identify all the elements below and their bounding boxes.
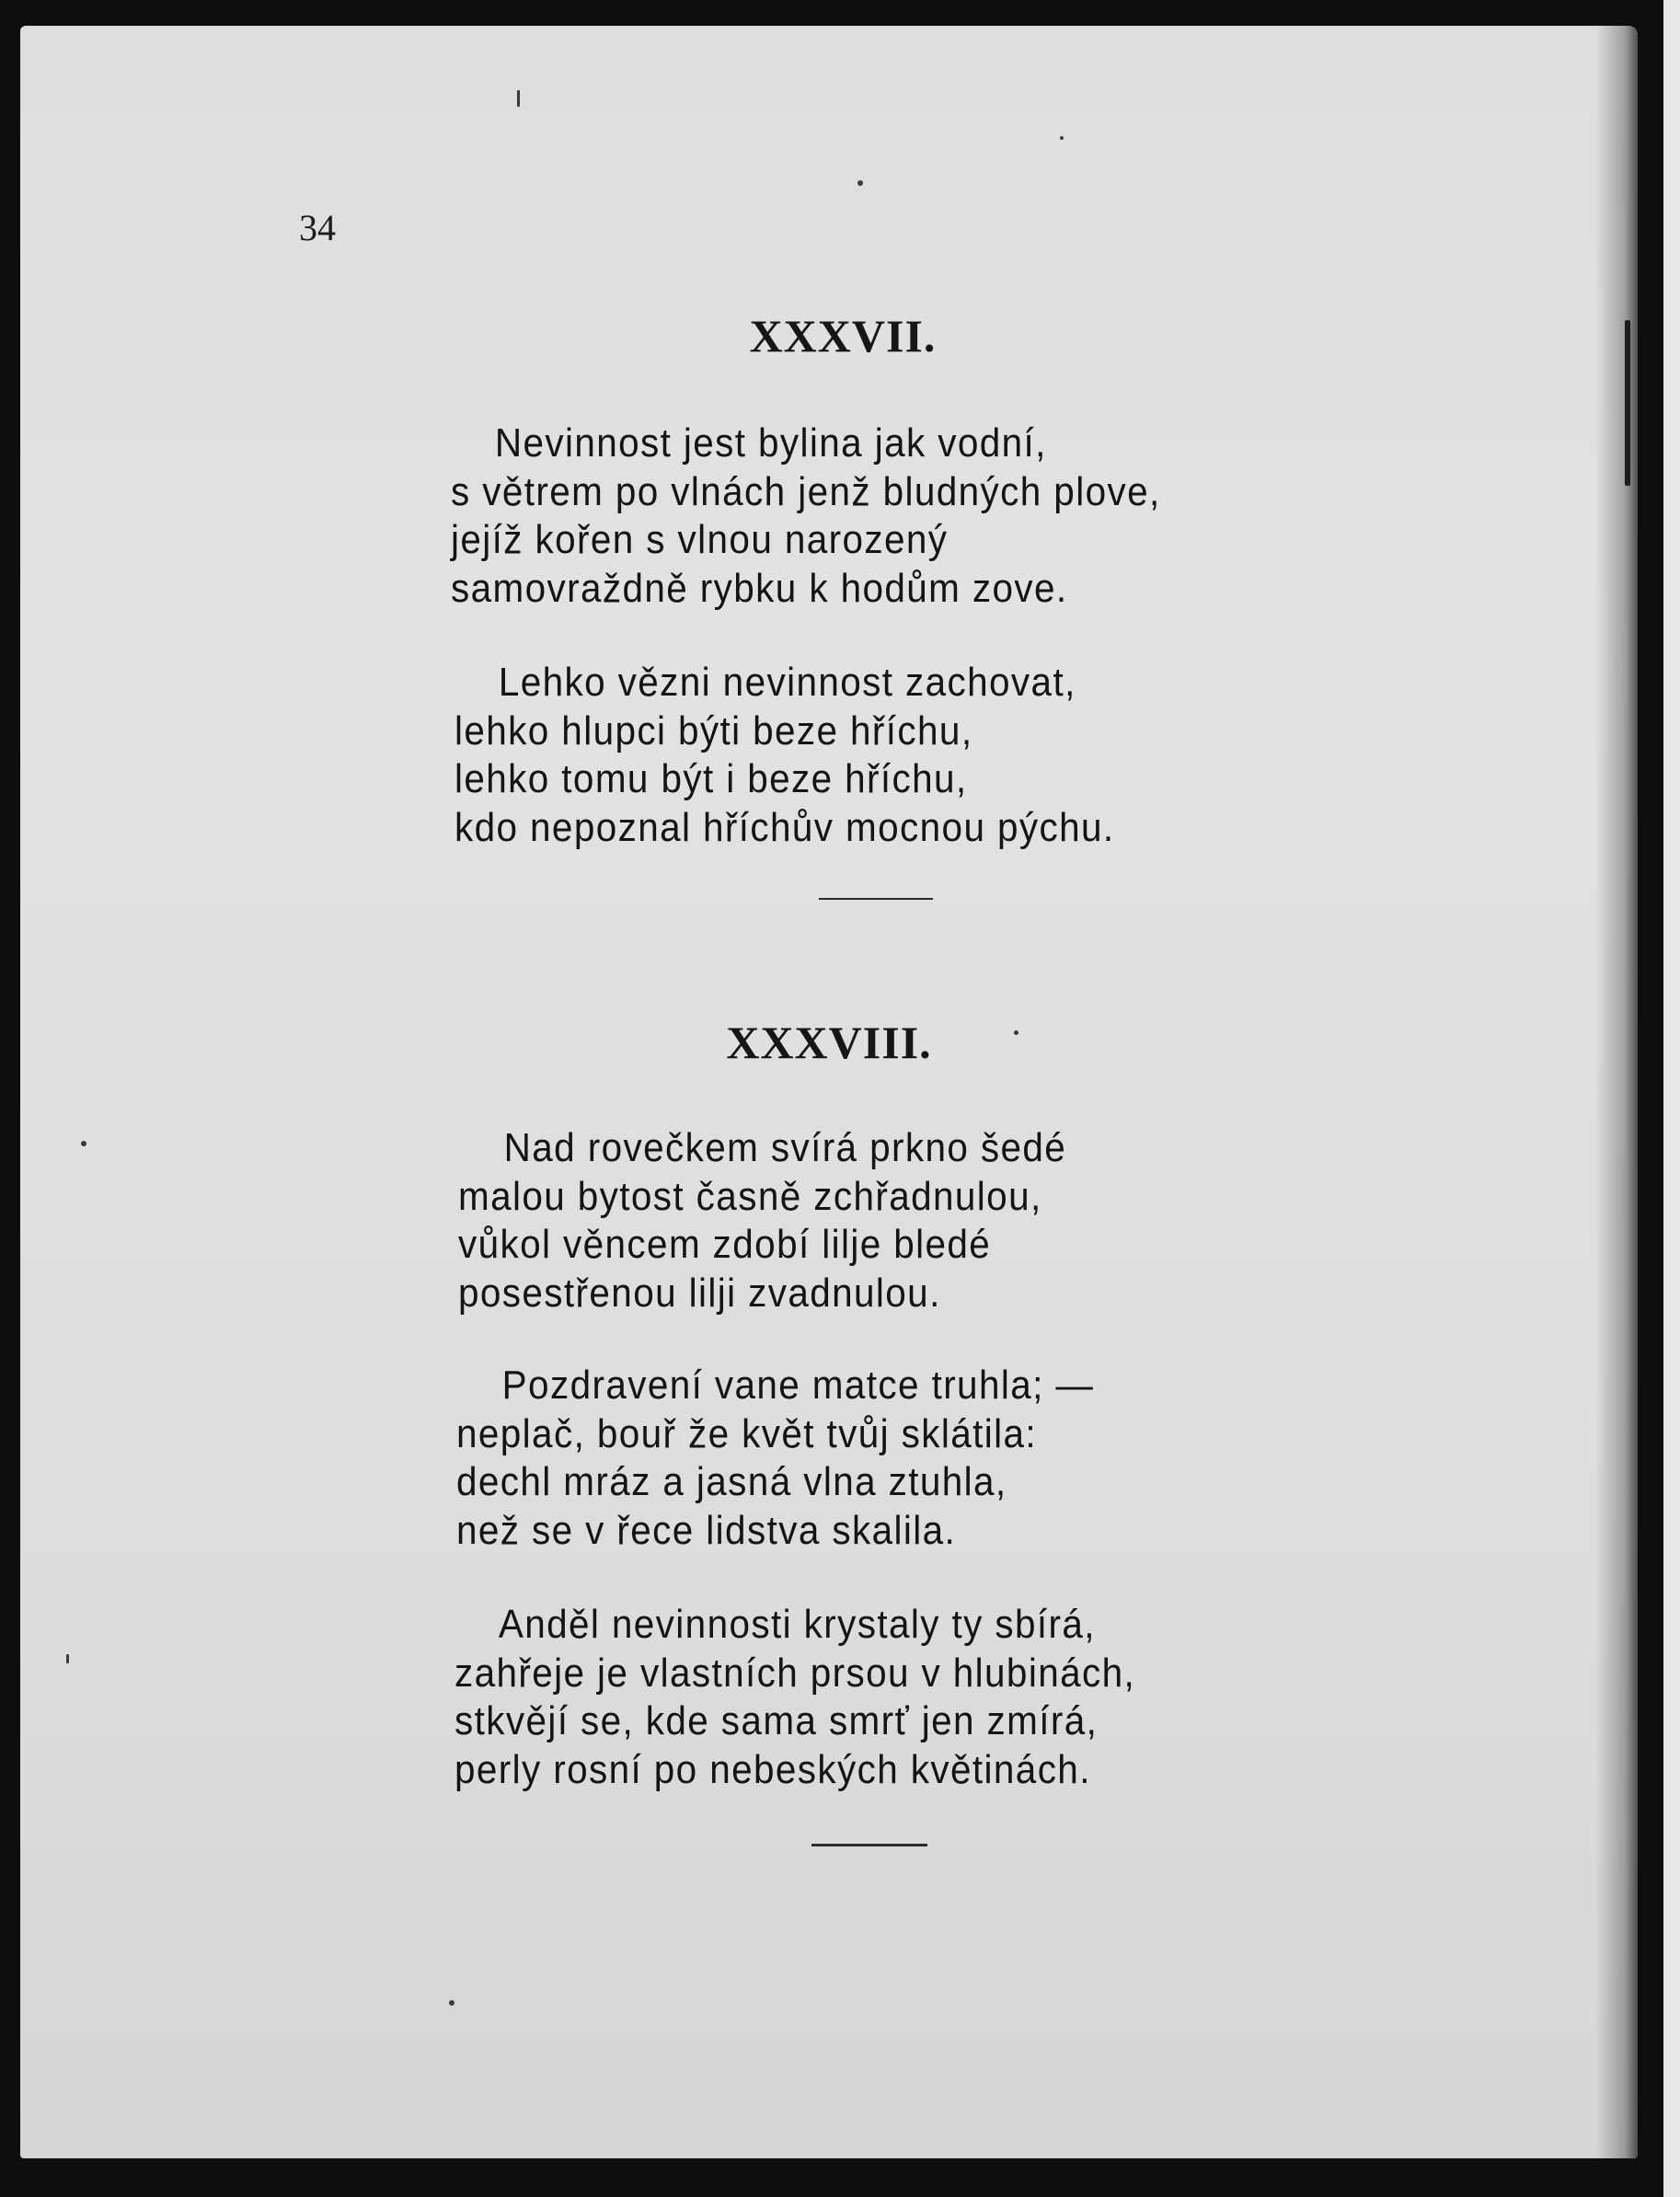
stanza bbox=[451, 420, 1223, 613]
verse-line: lehko tomu být i beze hříchu, bbox=[455, 756, 968, 801]
scan-speck bbox=[857, 180, 863, 186]
verse-line: Nad rovečkem svírá prkno šedé bbox=[503, 1125, 1067, 1170]
verse-line: Nevinnost jest bylina jak vodní, bbox=[494, 420, 1047, 466]
scan-speck bbox=[81, 1141, 86, 1146]
scan-speck bbox=[1014, 1030, 1018, 1035]
verse-line: s větrem po vlnách jenž bludných plove, bbox=[451, 468, 1161, 514]
poem-title: XXXVIII. bbox=[726, 1017, 932, 1068]
stanza bbox=[455, 659, 1172, 852]
verse-line: perly rosní po nebeských květinách. bbox=[455, 1746, 1091, 1792]
verse-line: dechl mráz a jasná vlna ztuhla, bbox=[456, 1459, 1007, 1504]
section-divider bbox=[819, 898, 933, 900]
scan-speck bbox=[1060, 136, 1064, 140]
page-number: 34 bbox=[299, 207, 336, 248]
page-edge-shadow bbox=[1595, 26, 1638, 2158]
verse-line: posestřenou lilji zvadnulou. bbox=[458, 1270, 941, 1316]
scan-speck bbox=[517, 90, 520, 107]
verse-line: samovraždně rybku k hodům zove. bbox=[451, 565, 1068, 611]
verse-line: lehko hlupci býti beze hříchu, bbox=[455, 707, 973, 753]
verse-line: neplač, bouř že květ tvůj sklátila: bbox=[456, 1410, 1038, 1456]
verse-line: vůkol věncem zdobí lilje bledé bbox=[458, 1222, 992, 1267]
book-page bbox=[20, 26, 1638, 2158]
verse-line: jejíž kořen s vlnou narozený bbox=[451, 517, 949, 562]
verse-line: Anděl nevinnosti krystaly ty sbírá, bbox=[498, 1602, 1096, 1647]
verse-line: než se v řece lidstva skalila. bbox=[456, 1507, 957, 1553]
stanza bbox=[456, 1362, 1150, 1555]
section-divider bbox=[811, 1844, 927, 1846]
poem-title: XXXVII. bbox=[749, 310, 937, 362]
scan-speck bbox=[449, 2000, 455, 2006]
verse-line: zahřeje je vlastních prsou v hlubinách, bbox=[455, 1650, 1136, 1696]
verse-line: Lehko vězni nevinnost zachovat, bbox=[498, 660, 1076, 705]
scan-speck bbox=[66, 1654, 69, 1663]
verse-line: Pozdravení vane matce truhla; — bbox=[501, 1363, 1095, 1408]
verse-line: malou bytost časně zchřadnulou, bbox=[458, 1173, 1042, 1219]
verse-line: stkvějí se, kde sama smrť jen zmírá, bbox=[455, 1698, 1099, 1743]
verse-line: kdo nepoznal hříchův mocnou pýchu. bbox=[455, 804, 1115, 850]
stanza bbox=[458, 1124, 1120, 1317]
stanza bbox=[455, 1601, 1194, 1794]
scan-edge bbox=[1663, 0, 1680, 2197]
